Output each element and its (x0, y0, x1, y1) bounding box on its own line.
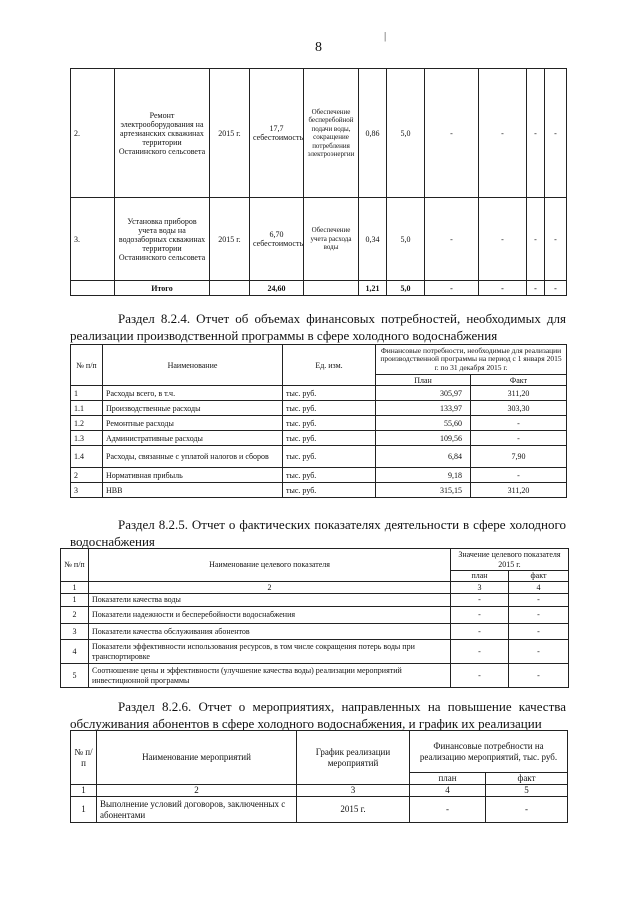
table-row (71, 416, 567, 431)
table-cell: Показатели надежности и бесперебойности водоснабжения (89, 607, 451, 624)
table-cell: 133,97 (376, 401, 471, 416)
performance-indicators-table (60, 548, 569, 688)
table-cell: 2. (71, 69, 115, 198)
table-cell: Наименование целевого показателя (89, 549, 451, 582)
table-cell: 1.3 (71, 431, 103, 446)
table-cell: 109,56 (376, 431, 471, 446)
table-cell: - (527, 281, 545, 296)
table-cell (71, 281, 115, 296)
header-row (71, 731, 568, 773)
table-cell: факт (486, 773, 568, 785)
table-row (61, 594, 569, 607)
table-cell: 3 (297, 785, 410, 797)
table-cell: Производственные расходы (103, 401, 283, 416)
table-cell: 1 (71, 797, 97, 823)
table-cell: - (425, 198, 479, 281)
table-cell: № п/п (71, 731, 97, 785)
table-row (71, 468, 567, 483)
header-row (61, 549, 569, 571)
table-cell: 2 (89, 582, 451, 594)
table-cell: Обеспечение учета расхода воды (304, 198, 359, 281)
table-row (71, 446, 567, 468)
table-row (61, 624, 569, 640)
table-cell: - (425, 281, 479, 296)
table-cell: 2015 г. (210, 198, 250, 281)
table-cell: Установка приборов учета воды на водозаборных скважинах территории Останинского сельсовета (115, 198, 210, 281)
table-cell: - (451, 664, 509, 688)
table-cell: НВВ (103, 483, 283, 498)
table-cell: 2 (97, 785, 297, 797)
table-cell: Ед. изм. (283, 345, 376, 386)
table-cell: 3 (71, 483, 103, 498)
table-cell: Наименование (103, 345, 283, 386)
table-row (71, 386, 567, 401)
table-cell: 1 (71, 386, 103, 401)
table-cell: - (451, 624, 509, 640)
table-cell: Ремонт электрооборудования на артезианских скважинах территории Останинского сельсовета (115, 69, 210, 198)
table-cell: 311,20 (471, 386, 567, 401)
table-row (71, 401, 567, 416)
table-cell: График реализации мероприятий (297, 731, 410, 785)
table-cell: - (509, 607, 569, 624)
table-cell: - (451, 640, 509, 664)
table-cell: 3 (61, 624, 89, 640)
table-cell: тыс. руб. (283, 416, 376, 431)
table-cell: - (545, 281, 567, 296)
scan-mark: | (384, 30, 387, 42)
total-row (71, 281, 567, 296)
table-cell: - (479, 198, 527, 281)
table-cell: 5 (61, 664, 89, 688)
table-cell: 315,15 (376, 483, 471, 498)
table-row (61, 640, 569, 664)
table-cell: 4 (410, 785, 486, 797)
table-cell: тыс. руб. (283, 468, 376, 483)
table-row (61, 664, 569, 688)
table-cell: - (509, 664, 569, 688)
section-825-heading: Раздел 8.2.5. Отчет о фактических показателях деятельности в сфере холодного водоснабжения (70, 517, 566, 549)
table-cell: Ремонтные расходы (103, 416, 283, 431)
table-cell: № п/п (61, 549, 89, 582)
table-cell (210, 281, 250, 296)
table-cell: - (479, 281, 527, 296)
table-cell: - (509, 640, 569, 664)
table-cell: Выполнение условий договоров, заключенных с абонентами (97, 797, 297, 823)
table-cell: Показатели качества воды (89, 594, 451, 607)
table-cell: Обеспечение бесперебойной подачи воды, сокращение потребления электроэнергии (304, 69, 359, 198)
table-cell: - (451, 607, 509, 624)
table-cell: тыс. руб. (283, 483, 376, 498)
table-cell: 0,34 (359, 198, 387, 281)
table-cell: - (527, 198, 545, 281)
table-cell: 2 (61, 607, 89, 624)
table-cell: - (479, 69, 527, 198)
table-cell: 1.4 (71, 446, 103, 468)
table-row (71, 483, 567, 498)
table-cell: - (509, 624, 569, 640)
table-cell: 4 (61, 640, 89, 664)
table-cell: Финансовые потребности на реализацию мероприятий, тыс. руб. (410, 731, 568, 773)
table-cell: Соотношение цены и эффективности (улучшение качества воды) реализации мероприятий инвестиционной программы (89, 664, 451, 688)
table-cell: Финансовые потребности, необходимые для реализации производственной программы на период с 1 января 2015 г. по 31 декабря 2015 г. (376, 345, 567, 375)
table-cell: 3 (451, 582, 509, 594)
table-cell: Факт (471, 375, 567, 386)
table-cell: - (545, 198, 567, 281)
table-cell: Расходы, связанные с уплатой налогов и сборов (103, 446, 283, 468)
table-cell: 4 (509, 582, 569, 594)
table-cell: - (471, 416, 567, 431)
table-cell: - (451, 594, 509, 607)
table-cell: 305,97 (376, 386, 471, 401)
table-cell: Итого (115, 281, 210, 296)
table-cell: - (545, 69, 567, 198)
header-row (61, 582, 569, 594)
header-row (71, 785, 568, 797)
table-cell: 1.2 (71, 416, 103, 431)
table-row (71, 198, 567, 281)
table-cell: 5 (486, 785, 568, 797)
table-cell: тыс. руб. (283, 446, 376, 468)
table-row (71, 431, 567, 446)
table-cell: 1,21 (359, 281, 387, 296)
table-cell: № п/п (71, 345, 103, 386)
table-cell: 6,70 себестоимость (250, 198, 304, 281)
table-cell: - (425, 69, 479, 198)
table-cell: план (410, 773, 486, 785)
table-cell: 24,60 (250, 281, 304, 296)
table-cell: 17,7 себестоимость (250, 69, 304, 198)
table-cell: 7,90 (471, 446, 567, 468)
table-cell: 1.1 (71, 401, 103, 416)
table-cell: 3. (71, 198, 115, 281)
page-number: 8 (315, 40, 322, 55)
service-measures-table (70, 730, 568, 823)
header-row (71, 345, 567, 375)
table-row (71, 69, 567, 198)
table-cell: 311,20 (471, 483, 567, 498)
table-cell: 1 (61, 594, 89, 607)
section-826-heading: Раздел 8.2.6. Отчет о мероприятиях, направленных на повышение качества обслуживания абонентов в сфере холодного водоснабжения, и график их реализации (70, 699, 566, 731)
table-cell: 2 (71, 468, 103, 483)
table-cell: 55,60 (376, 416, 471, 431)
table-cell: - (471, 468, 567, 483)
table-cell: план (451, 571, 509, 582)
table-row (61, 607, 569, 624)
table-cell: - (509, 594, 569, 607)
table-cell: 0,86 (359, 69, 387, 198)
table-cell: 2015 г. (297, 797, 410, 823)
table-cell: 5,0 (387, 281, 425, 296)
measures-table (70, 68, 567, 296)
table-cell (304, 281, 359, 296)
table-cell: Наименование мероприятий (97, 731, 297, 785)
table-cell: факт (509, 571, 569, 582)
table-cell: Административные расходы (103, 431, 283, 446)
financial-needs-table (70, 344, 567, 498)
table-cell: 2015 г. (210, 69, 250, 198)
table-cell: 1 (61, 582, 89, 594)
table-cell: - (471, 431, 567, 446)
table-cell: 303,30 (471, 401, 567, 416)
table-cell: тыс. руб. (283, 431, 376, 446)
table-cell: Нормативная прибыль (103, 468, 283, 483)
table-cell: Значение целевого показателя 2015 г. (451, 549, 569, 571)
table-cell: Показатели эффективности использования ресурсов, в том числе сокращения потерь воды при транспортировке (89, 640, 451, 664)
table-cell: Расходы всего, в т.ч. (103, 386, 283, 401)
table-cell: - (527, 69, 545, 198)
table-cell: 9,18 (376, 468, 471, 483)
table-cell: тыс. руб. (283, 401, 376, 416)
table-cell: План (376, 375, 471, 386)
table-row (71, 797, 568, 823)
section-824-heading: Раздел 8.2.4. Отчет об объемах финансовых потребностей, необходимых для реализации производственной программы в сфере холодного водоснабжения (70, 311, 566, 343)
table-cell: 6,84 (376, 446, 471, 468)
table-cell: 5,0 (387, 198, 425, 281)
table-cell: - (410, 797, 486, 823)
table-cell: тыс. руб. (283, 386, 376, 401)
table-cell: 1 (71, 785, 97, 797)
table-cell: 5,0 (387, 69, 425, 198)
table-cell: - (486, 797, 568, 823)
table-cell: Показатели качества обслуживания абонентов (89, 624, 451, 640)
